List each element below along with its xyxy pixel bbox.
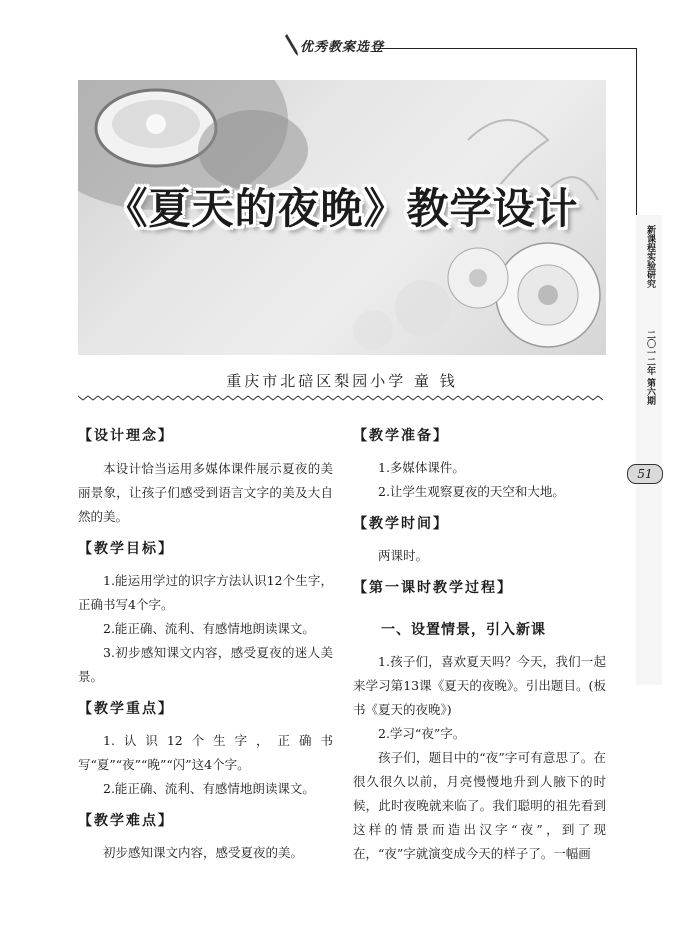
left-column [78,424,333,865]
right-column [353,424,606,866]
header-vertical-rule [636,48,637,228]
subsection-heading: 一、设置情景，引入新课 [381,622,546,638]
header-rule [380,48,636,49]
section-heading: 【教学难点】 [78,813,174,829]
journal-name: 新课程实验研究 [645,225,655,288]
section-heading: 【教学准备】 [353,428,449,444]
section-heading: 【设计理念】 [78,428,174,444]
page-number: 51 [627,464,663,484]
header-label: 优秀教案选登 [300,40,385,55]
zigzag-divider [78,394,606,402]
list-item: 1.多媒体课件。 [378,460,465,475]
paragraph: 本设计恰当运用多媒体课件展示夏夜的美丽景象，让孩子们感受到语言文字的美及大自然的美。 [78,461,333,524]
list-item: 1.能运用学过的识字方法认识12个生字，正确书写4个字。 [78,573,333,612]
section-heading: 【教学目标】 [78,541,174,557]
list-item: 3.初步感知课文内容，感受夏夜的迷人美景。 [78,645,333,684]
list-item: 2.能正确、流利、有感情地朗读课文。 [103,621,315,636]
pen-icon [284,33,300,61]
list-item: 2.让学生观察夏夜的天空和大地。 [378,484,565,499]
list-item: 2.学习“夜”字。 [378,726,466,741]
paragraph: 初步感知课文内容，感受夏夜的美。 [103,845,304,860]
list-item: 2.能正确、流利、有感情地朗读课文。 [103,781,315,796]
section-heading: 【教学时间】 [353,516,449,532]
list-item: 1.孩子们，喜欢夏天吗？今天，我们一起来学习第13课《夏天的夜晚》。引出题目。(板书《夏天的夜晚》) [353,654,606,717]
section-heading: 【第一课时教学过程】 [353,580,513,596]
list-item: 1.认识12个生字，正确书写“夏”“夜”“晚”“闪”这4个字。 [78,733,333,772]
issue-date: 二〇一二年 第六期 [645,330,655,406]
paragraph: 两课时。 [378,548,429,563]
paragraph: 孩子们，题目中的“夜”字可有意思了。在很久很久以前，月亮慢慢地升到人腋下的时候，此时夜晚就来临了。我们聪明的祖先看到这样的情景而造出汉字“夜”，到了现在，“夜”字就演变成今天的样子了。一幅画 [353,750,606,861]
article-title: 《夏天的夜晚》教学设计 [105,184,579,233]
section-heading: 【教学重点】 [78,701,174,717]
author-line: 重庆市北碚区梨园小学 童 钱 [226,372,458,390]
title-banner [78,80,606,355]
